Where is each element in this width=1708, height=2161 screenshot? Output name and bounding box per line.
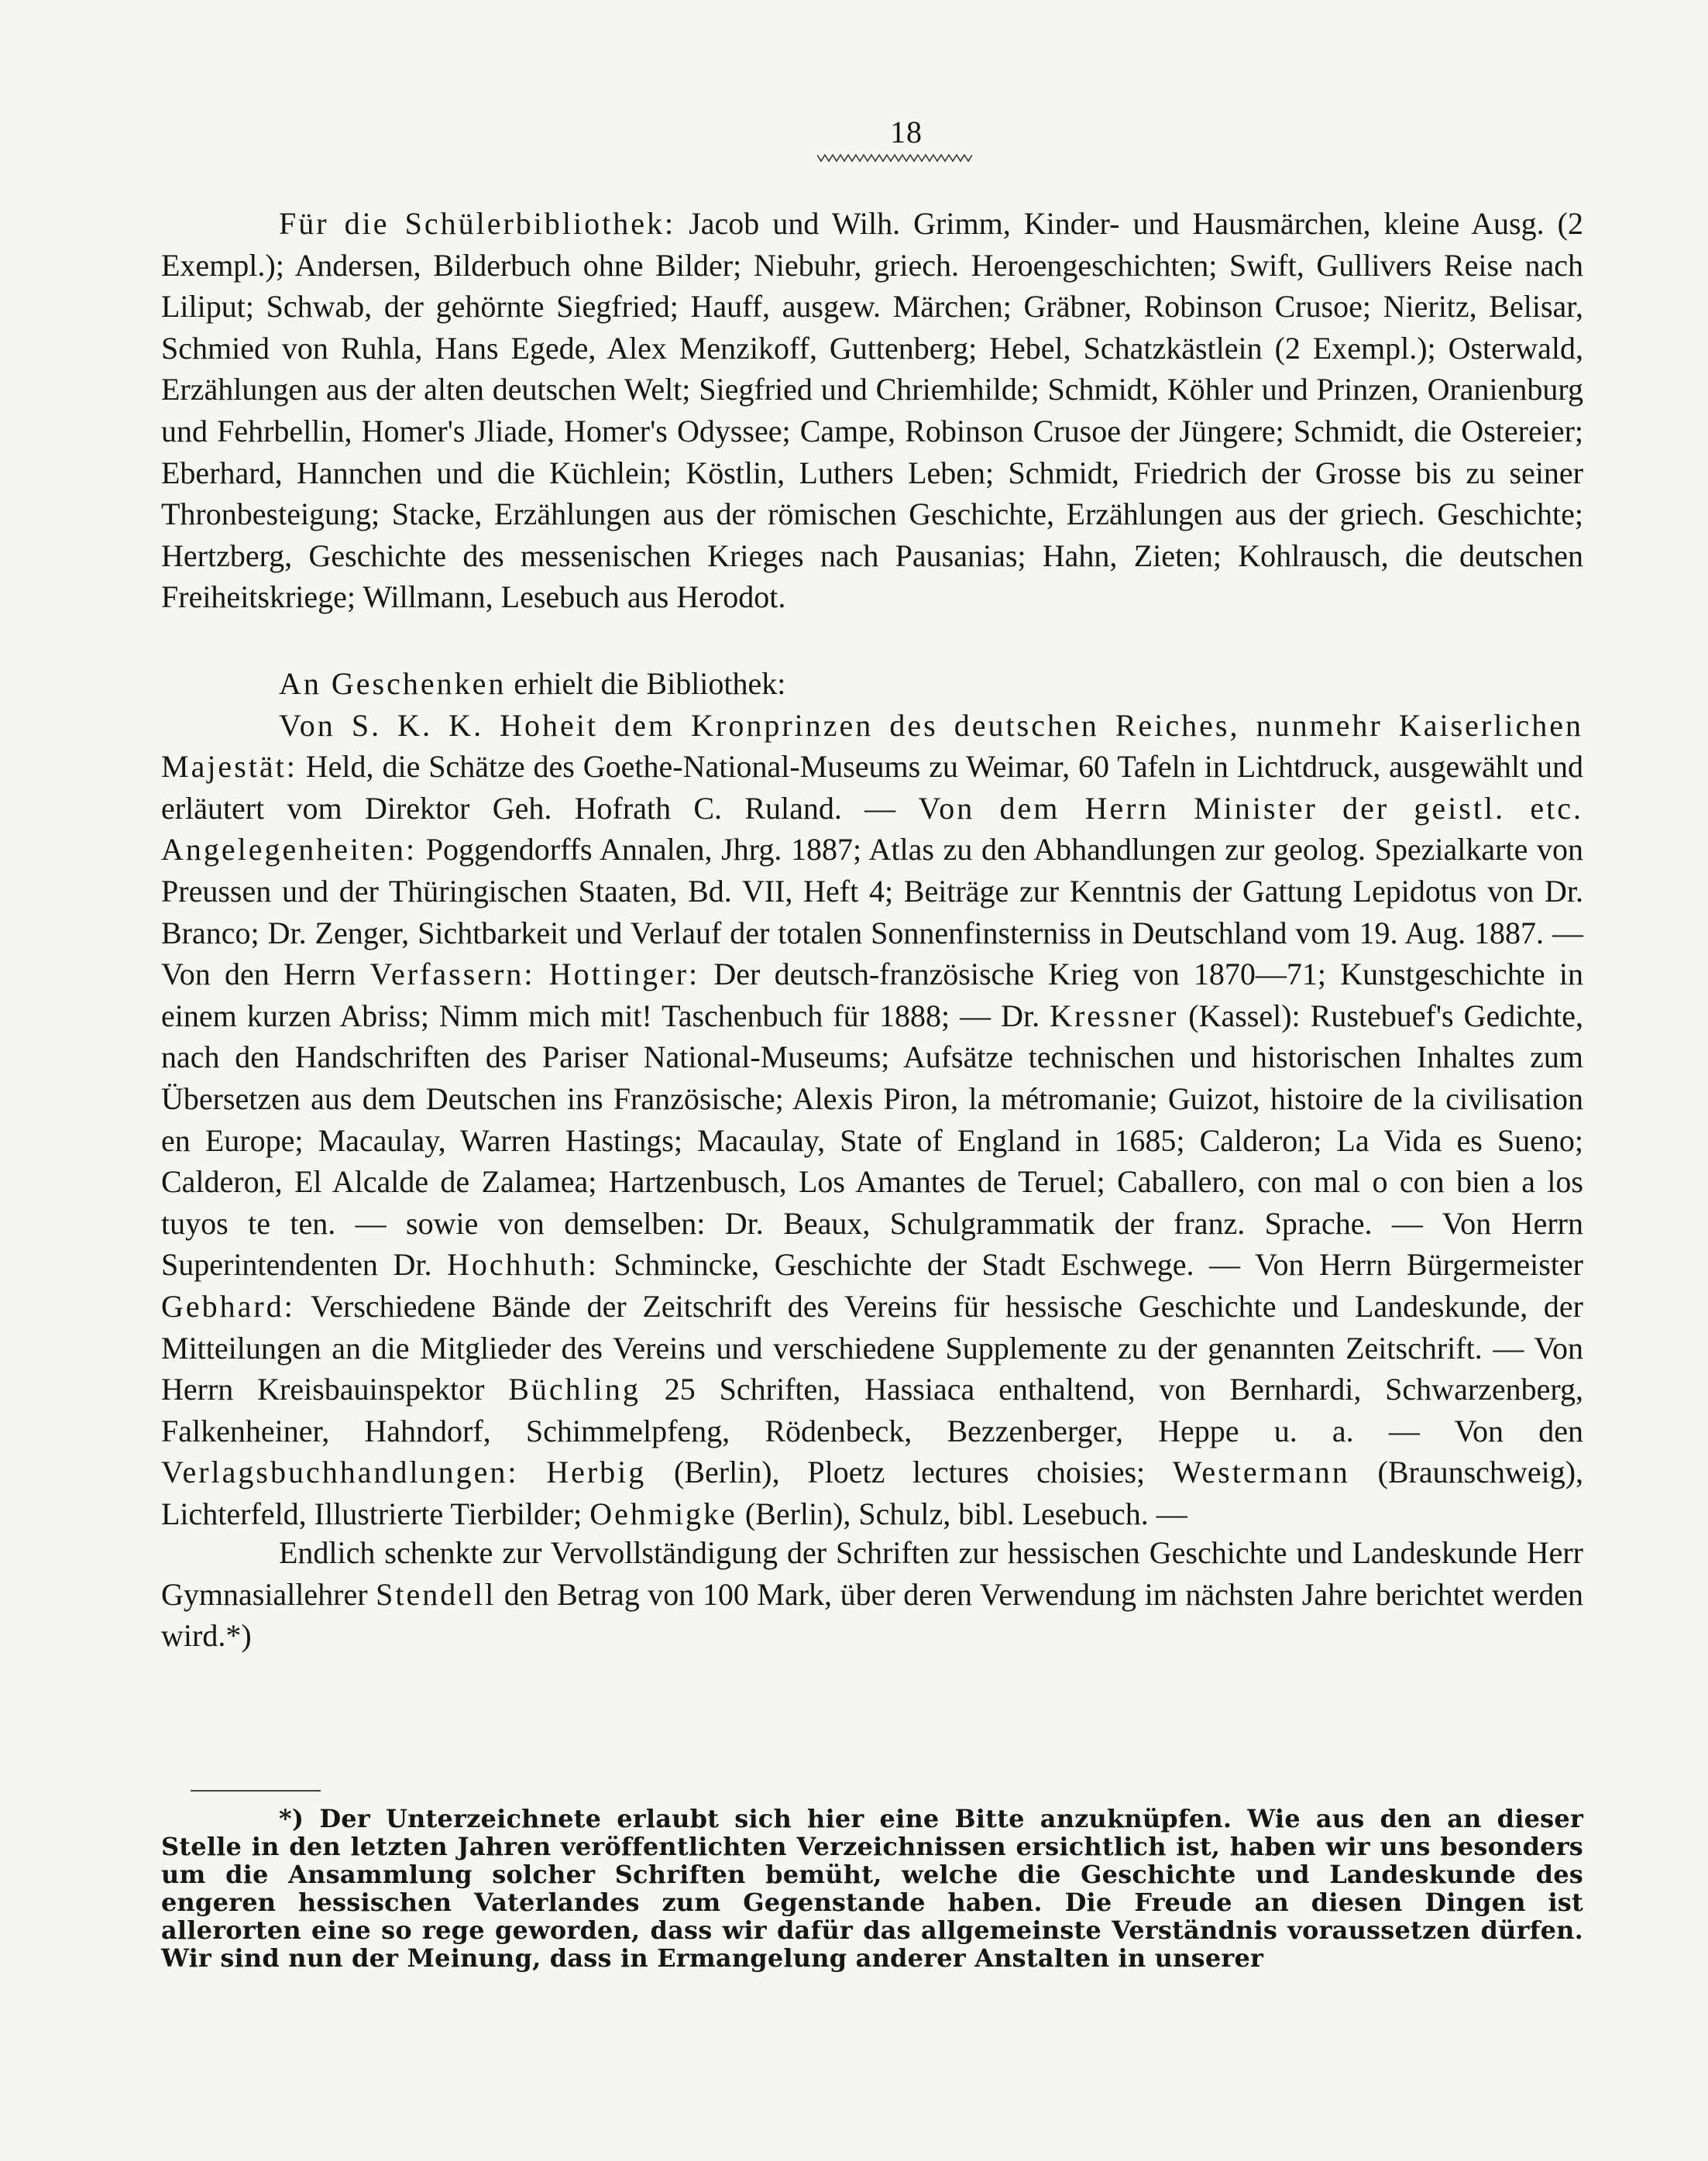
page-number: 18 [890,115,923,149]
gift-text-12: (Berlin), Schulz, bibl. Lesebuch. — [737,1496,1187,1531]
donation-section [161,1532,1583,1657]
gift-text-4: Der deutsch-französische Krieg von 1870—71; Kunstgeschichte in einem kurzen Abriss; Nimm mich mit! Taschenbuch für 1888; — Dr. [161,957,1584,1033]
donor-herbig: Herbig [546,1455,647,1490]
gifts-paragraph [161,705,1583,1535]
donor-buechling: Büchling [508,1372,641,1407]
donor-authors: Verfassern: [369,957,535,992]
gifts-heading [161,663,1583,705]
footnote [161,1805,1583,1972]
donation-text-1: Endlich schenkte zur Vervollständigung der Schriften zur hessischen Geschichte und Landeskunde Herr Gymnasiallehrer [161,1535,1583,1612]
donor-gebhard: Gebhard: [161,1288,295,1324]
donor-kressner: Kressner [1050,998,1179,1033]
gift-text-8: 25 Schriften, Hassiaca enthaltend, von Bernhardi, Schwarzenberg, Falkenheiner, Hahndorf, Schimmelpfeng, Rödenbeck, Bezzenberger, Heppe u. a. — Von den [161,1372,1583,1448]
gift-text-6: Schmincke, Geschichte der Stadt Eschwege. — Von Herrn Bürgermeister [598,1247,1584,1283]
gift-text-3 [534,957,548,991]
gift-text-2: Poggendorffs Annalen, Jhrg. 1887; Atlas zu den Abhandlungen zur geolog. Spezialkarte von Preussen und der Thüringischen Staaten, Bd. VII, Heft 4; Beiträge zur Kenntnis der Gattung Lepidotus von Dr. Branco; Dr. Zenger, Sichtbarkeit und Verlauf der totalen Sonnenfinsterniss in Deutschland vom 19. Aug. 1887. — Von den Herrn [161,832,1583,992]
donor-hottinger: Hottinger: [548,957,700,992]
gifts-heading-rest: erhielt die Bibliothek: [506,666,786,701]
gift-text-7: Verschiedene Bände der Zeitschrift des Vereins für hessische Geschichte und Landeskunde, der Mitteilungen an die Mitglieder des Vereins und verschiedene Supplemente zu der genannten Zeitschrift. — Von Herrn Kreisbauinspektor [161,1288,1583,1407]
page-number-ornament [817,152,972,164]
donor-oehmigke: Oehmigke [589,1496,737,1531]
donor-publishers: Verlagsbuchhandlungen: [161,1455,519,1490]
gift-text-1: Held, die Schätze des Goethe-National-Museums zu Weimar, 60 Tafeln in Lichtdruck, ausgewählt und erläutert vom Direktor Geh. Hofrath C. Ruland. — [161,749,1583,826]
gift-text-9 [518,1455,546,1489]
gift-text-11: (Braunschweig), Lichterfeld, Illustrierte Tierbilder; [161,1455,1584,1531]
donor-hochhuth: Hochhuth: [447,1247,599,1283]
gift-text-10: (Berlin), Ploetz lectures choisies; [646,1455,1173,1490]
library-label: Für die Schülerbibliothek: [279,206,676,241]
donor-westermann: Westermann [1172,1455,1350,1490]
donation-paragraph [161,1532,1583,1657]
library-paragraph [161,203,1583,618]
donation-text-2: den Betrag von 100 Mark, über deren Verwendung im nächsten Jahre berichtet werden wird.*) [161,1576,1584,1654]
gifts-section [161,663,1583,1534]
footnote-text: *) Der Unterzeichnete erlaubt sich hier eine Bitte anzuknüpfen. Wie aus den an dieser Stelle in den letzten Jahren veröffentlichten Verzeichnissen ersichtlich ist, haben wir uns besonders um die Ansammlung solcher Schriften bemüht, welche die Geschichte und Landeskunde des engeren hessischen Vaterlandes zum Gegenstande haben. Die Freude an diesen Dingen ist allerorten eine so rege geworden, dass wir dafür das allgemeinste Verständnis voraussetzen dürfen. Wir sind nun der Meinung, dass in Ermangelung anderer Anstalten in unserer [161,1804,1583,1973]
gift-text-5: (Kassel): Rustebuef's Gedichte, nach den Handschriften des Pariser National-Museums; Aufsätze technischen und historischen Inhaltes zum Übersetzen aus dem Deutschen ins Französische; Alexis Piron, la métromanie; Guizot, histoire de la civilisation en Europe; Macaulay, Warren Hastings; Macaulay, State of England in 1685; Calderon; La Vida es Sueno; Calderon, El Alcalde de Zalamea; Hartzenbusch, Los Amantes de Teruel; Caballero, con mal o con bien a los tuyos te ten. — sowie von demselben: Dr. Beaux, Schulgrammatik der franz. Sprache. — Von Herrn Superintendenten Dr. [161,998,1584,1283]
donor-crown-prince: Von S. K. K. Hoheit dem Kronprinzen des deutschen Reiches, nunmehr Kaiserlichen Majestät: [161,707,1583,785]
donor-stendell: Stendell [376,1576,497,1612]
footnote-separator [191,1790,321,1792]
gifts-heading-spaced: An Geschenken [279,666,507,701]
library-text: Jacob und Wilh. Grimm, Kinder- und Hausmärchen, kleine Ausg. (2 Exempl.); Andersen, Bilderbuch ohne Bilder; Niebuhr, griech. Heroengeschichten; Swift, Gullivers Reise nach Liliput; Schwab, der gehörnte Siegfried; Hauff, ausgew. Märchen; Gräbner, Robinson Crusoe; Nieritz, Belisar, Schmied von Ruhla, Hans Egede, Alex Menzikoff, Guttenberg; Hebel, Schatzkästlein (2 Exempl.); Osterwald, Erzählungen aus der alten deutschen Welt; Siegfried und Chriemhilde; Schmidt, Köhler und Prinzen, Oranienburg und Fehrbellin, Homer's Jliade, Homer's Odyssee; Campe, Robinson Crusoe der Jüngere; Schmidt, die Ostereier; Eberhard, Hannchen und die Küchlein; Köstlin, Luthers Leben; Schmidt, Friedrich der Grosse bis zu seiner Thronbesteigung; Stacke, Erzählungen aus der römischen Geschichte, Erzählungen aus der griech. Geschichte; Hertzberg, Geschichte des messenischen Krieges nach Pausanias; Hahn, Zieten; Kohlrausch, die deutschen Freiheitskriege; Willmann, Lesebuch aus Herodot. [161,206,1583,615]
library-list-section [161,203,1583,618]
donor-minister: Von dem Herrn Minister der geistl. etc. Angelegenheiten: [161,790,1584,867]
